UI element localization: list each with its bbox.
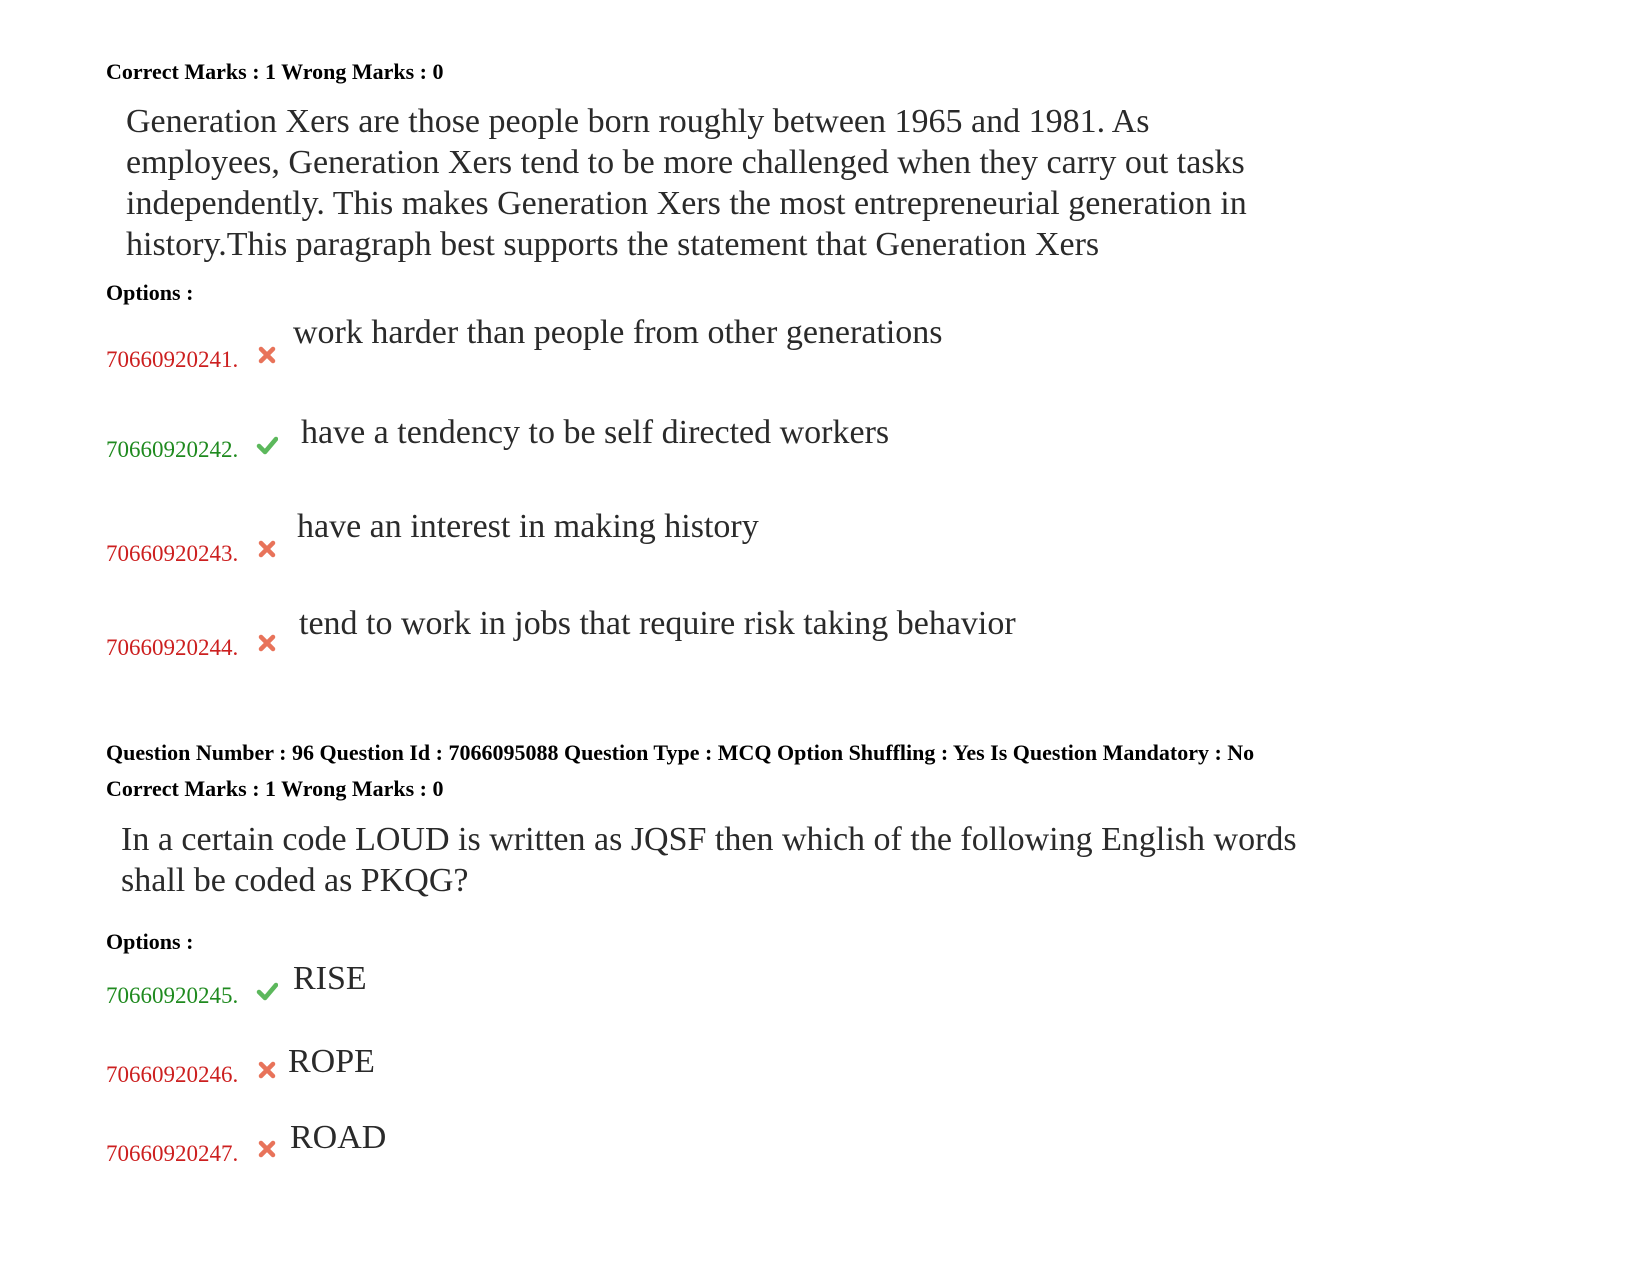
- options-label-2: Options :: [106, 929, 194, 954]
- question-line: employees, Generation Xers tend to be more challenged when they carry out tasks: [126, 144, 1245, 181]
- option-text: RISE: [293, 960, 367, 997]
- option-id: 70660920243.: [106, 541, 239, 566]
- option-text: ROPE: [288, 1043, 375, 1080]
- cross-icon: [256, 1138, 278, 1160]
- check-icon: [256, 434, 278, 456]
- question-line: independently. This makes Generation Xers the most entrepreneurial generation in: [126, 185, 1247, 222]
- options-label-1: Options :: [106, 280, 194, 305]
- option-id: 70660920241.: [106, 347, 239, 372]
- cross-icon: [256, 538, 278, 560]
- marks-line-1: Correct Marks : 1 Wrong Marks : 0: [106, 59, 444, 84]
- option-text: have an interest in making history: [297, 508, 759, 545]
- cross-icon: [256, 1059, 278, 1081]
- question-text-2: [121, 819, 1541, 901]
- check-icon: [256, 980, 278, 1002]
- question-line: Generation Xers are those people born roughly between 1965 and 1981. As: [126, 103, 1150, 140]
- option-text: tend to work in jobs that require risk taking behavior: [299, 605, 1016, 642]
- option-id: 70660920245.: [106, 983, 239, 1008]
- option-id: 70660920244.: [106, 635, 239, 660]
- option-id: 70660920246.: [106, 1062, 239, 1087]
- option-id: 70660920242.: [106, 437, 239, 462]
- option-text: ROAD: [290, 1119, 387, 1156]
- marks-line-2: Correct Marks : 1 Wrong Marks : 0: [106, 776, 444, 801]
- question-text-1: [126, 101, 1526, 265]
- option-text: have a tendency to be self directed workers: [301, 414, 890, 451]
- question-header-96: Question Number : 96 Question Id : 7066095088 Question Type : MCQ Option Shuffling : Yes Is Question Mandatory : No: [106, 740, 1255, 765]
- cross-icon: [256, 344, 278, 366]
- question-line: shall be coded as PKQG?: [121, 862, 469, 899]
- cross-icon: [256, 632, 278, 654]
- option-text: work harder than people from other generations: [293, 314, 943, 351]
- option-id: 70660920247.: [106, 1141, 239, 1166]
- question-line: In a certain code LOUD is written as JQSF then which of the following English words: [121, 821, 1297, 858]
- question-line: history.This paragraph best supports the statement that Generation Xers: [126, 226, 1100, 263]
